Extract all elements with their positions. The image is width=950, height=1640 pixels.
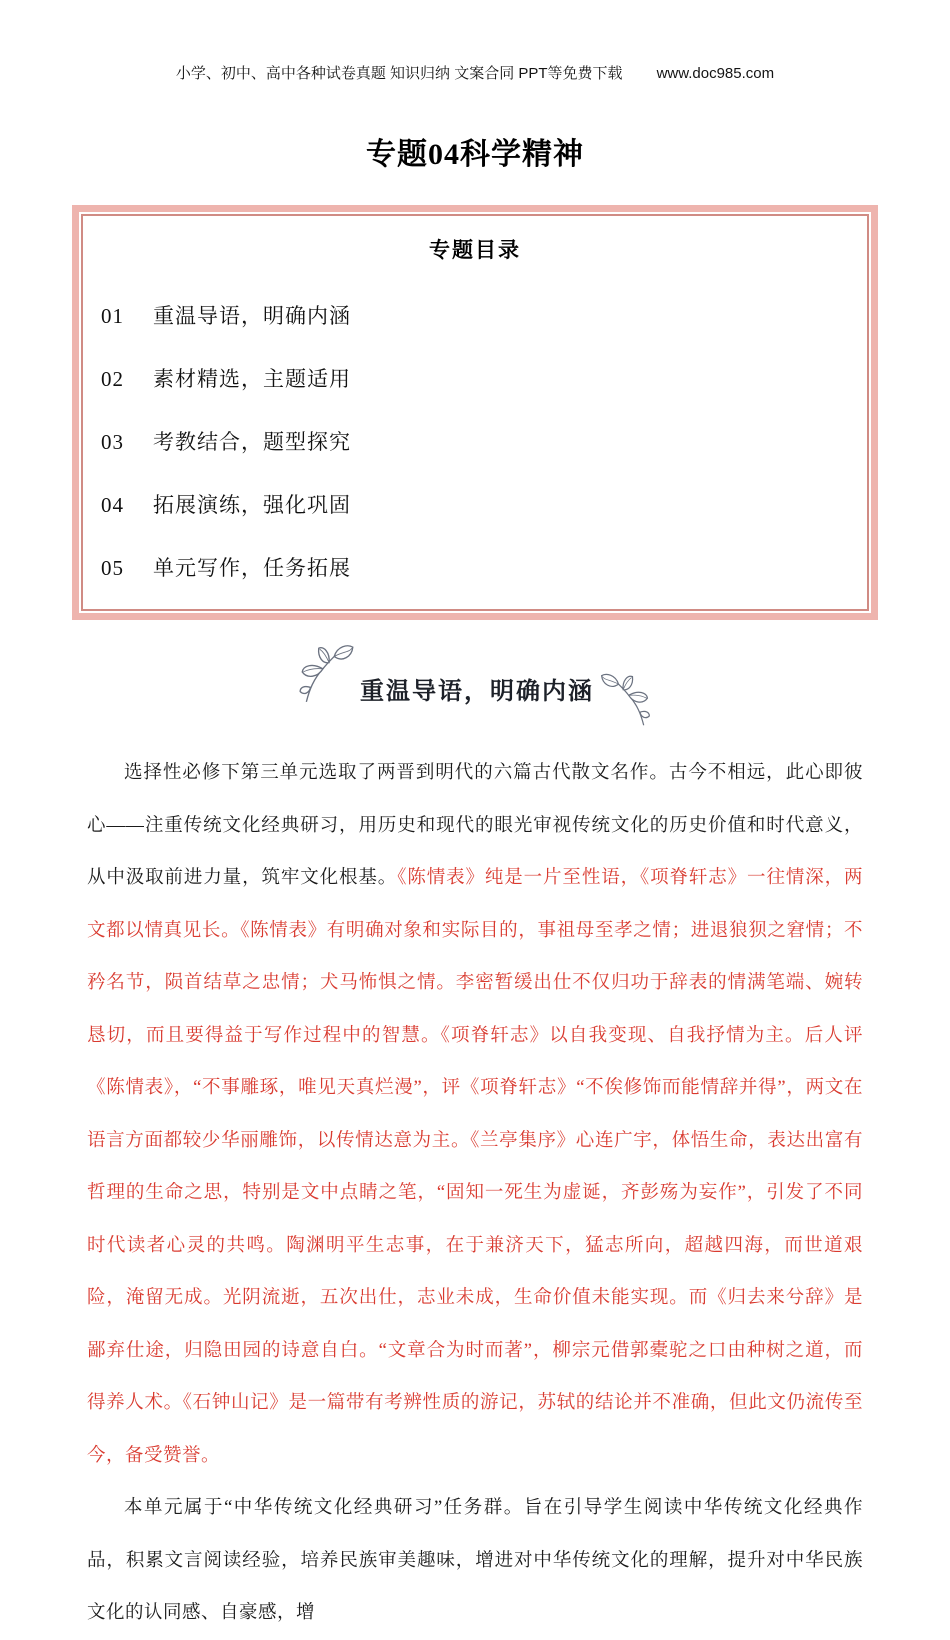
leaf-sprig-icon [296, 642, 358, 711]
leaf-sprig-icon [596, 671, 654, 734]
section-heading-text: 重温导语，明确内涵 [360, 678, 594, 705]
page-title: 专题04科学精神 [366, 138, 584, 171]
paragraph-black-run: 本单元属于“中华传统文化经典研习”任务群。旨在引导学生阅读中华传统文化经典作品，积累文言阅读经验，培养民族审美趣味，增进对中华传统文化的理解，提升对中华民族文化的认同感、自豪感，增 [87, 1498, 863, 1623]
section-heading [0, 654, 950, 723]
toc-item-label: 重温导语，明确内涵 [153, 304, 351, 328]
toc-item-number: 03 [101, 430, 124, 454]
toc-frame [72, 205, 878, 620]
toc-item-number: 02 [101, 367, 124, 391]
toc-item-label: 拓展演练，强化巩固 [153, 493, 351, 517]
toc-item-number: 05 [101, 556, 124, 580]
toc-item-02 [101, 368, 849, 390]
toc-inner-frame [81, 214, 869, 611]
document-body [87, 747, 863, 1640]
toc-heading: 专题目录 [429, 238, 521, 262]
paragraph-unit-intro [87, 747, 863, 1482]
paragraph-red-run: 《陈情表》纯是一片至性语，《项脊轩志》一往情深，两文都以情真见长。《陈情表》有明确对象和实际目的，事祖母至孝之情；进退狼狈之窘情；不矜名节，陨首结草之忠情；犬马怖惧之情。李密暂缓出仕不仅归功于辞表的情满笔端、婉转恳切，而且要得益于写作过程中的智慧。《项脊轩志》以自我变现、自我抒情为主。后人评《陈情表》，“不事雕琢，唯见天真烂漫”，评《项脊轩志》“不俟修饰而能情辞并得”，两文在语言方面都较少华丽雕饰，以传情达意为主。《兰亭集序》心连广宇，体悟生命，表达出富有哲理的生命之思，特别是文中点睛之笔，“固知一死生为虚诞，齐彭殇为妄作”，引发了不同时代读者心灵的共鸣。陶渊明平生志事，在于兼济天下，猛志所向，超越四海，而世道艰险，淹留无成。光阴流逝，五次出仕，志业未成，生命价值未能实现。而《归去来兮辞》是鄙弃仕途，归隐田园的诗意自白。“文章合为时而著”，柳宗元借郭橐驼之口由种树之道，而得养人术。《石钟山记》是一篇带有考辨性质的游记，苏轼的结论并不准确，但此文仍流传至今，备受赞誉。 [87, 868, 863, 1466]
toc-item-03 [101, 431, 849, 453]
page-header [0, 0, 950, 83]
paragraph-black-run: 选择性必修下第三单元选取了两晋到明代的六篇古代散文名作。古今不相远，此心即彼心——注重传统文化经典研习，用历史和现代的眼光审视传统文化的历史价值和时代意义，从中汲取前进力量，筑牢文化根基。 [87, 763, 863, 888]
header-site-url: www.doc985.com [656, 65, 775, 82]
toc-list [101, 305, 849, 579]
header-promo-text: 小学、初中、高中各种试卷真题 知识归纳 文案合同 PPT等免费下载 [175, 65, 623, 82]
toc-item-number: 04 [101, 493, 124, 517]
toc-item-label: 素材精选，主题适用 [153, 367, 351, 391]
paragraph-task-group [87, 1482, 863, 1640]
toc-item-label: 考教结合，题型探究 [153, 430, 351, 454]
toc-item-number: 01 [101, 304, 124, 328]
toc-item-01 [101, 305, 849, 327]
toc-item-label: 单元写作，任务拓展 [153, 556, 351, 580]
toc-item-04 [101, 494, 849, 516]
toc-item-05 [101, 557, 849, 579]
